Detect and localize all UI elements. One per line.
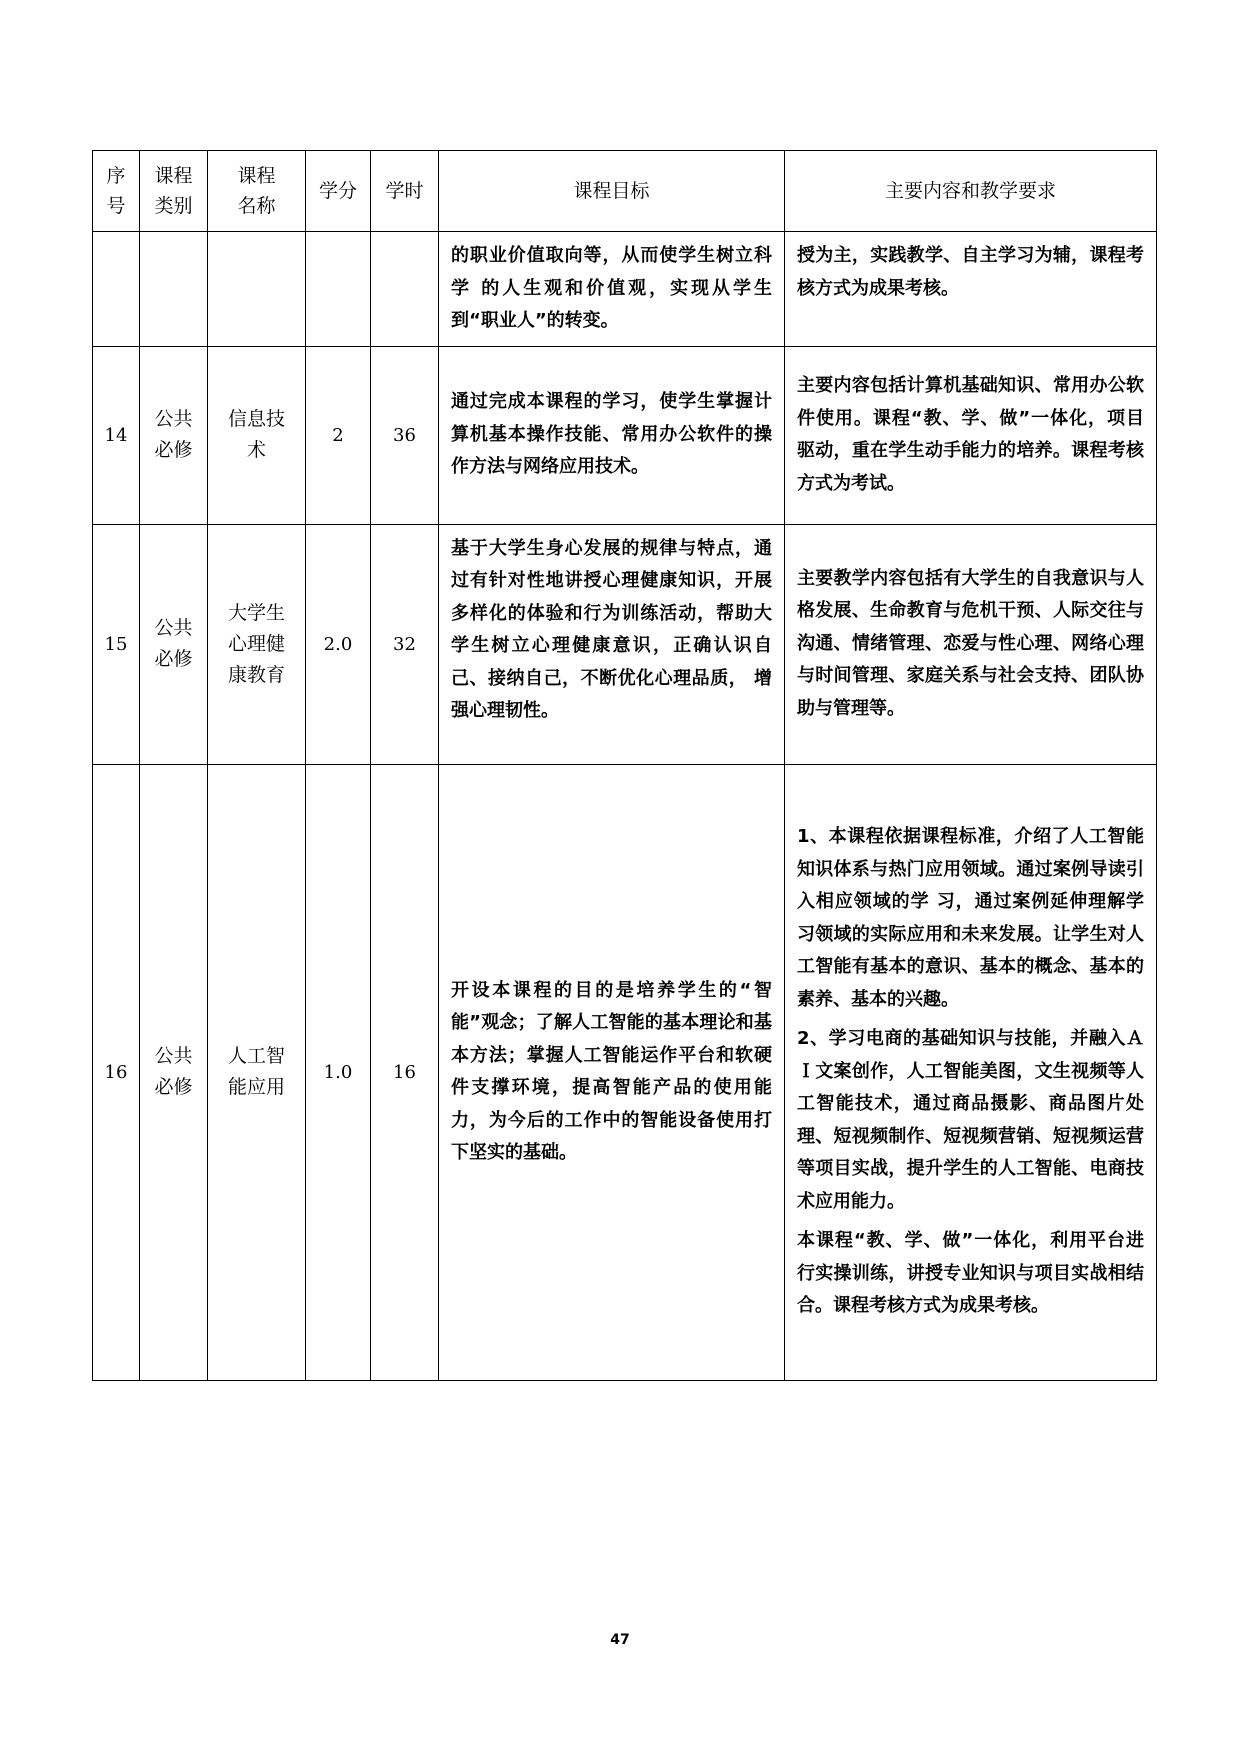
row-category [140, 232, 208, 347]
row-hours: 32 [371, 524, 439, 764]
table-row [93, 232, 1157, 347]
row-name [208, 232, 306, 347]
row-credits: 2 [306, 346, 371, 524]
content-text: 主要内容包括计算机基础知识、常用办公软件使用。课程“教、学、做”一体化，项目驱动，重在学生动手能力的培养。课程考核方式为考试。 [797, 375, 1144, 494]
table-row [93, 346, 1157, 524]
row-hours [371, 232, 439, 347]
row-content [785, 764, 1157, 1380]
table-row [93, 524, 1157, 764]
content-paragraph: 1、本课程依据课程标准，介绍了人工智能知识体系与热门应用领域。通过案例导读引入相应领域的学 习，通过案例延伸理解学习领域的实际应用和未来发展。让学生对人工智能有基本的意识、基本的概念、基本的素养、基本的兴趣。 [797, 826, 1144, 1010]
row-category: 公共必修 [140, 764, 208, 1380]
header-index: 序号 [93, 151, 140, 232]
row-credits [306, 232, 371, 347]
row-index: 15 [93, 524, 140, 764]
page-number: 47 [610, 1632, 630, 1648]
table-row [93, 764, 1157, 1380]
row-credits: 2.0 [306, 524, 371, 764]
row-content [785, 524, 1157, 764]
goal-text: 基于大学生身心发展的规律与特点，通过有针对性地讲授心理健康知识，开展多样化的体验和行为训练活动，帮助大学生树立心理健康意识，正确认识自己、接纳自己，不断优化心理品质， 增强心理韧性。 [451, 537, 772, 721]
row-goal [439, 524, 785, 764]
row-index [93, 232, 140, 347]
header-row [93, 151, 1157, 232]
row-content [785, 232, 1157, 347]
row-category: 公共必修 [140, 346, 208, 524]
header-credits: 学分 [306, 151, 371, 232]
row-category: 公共必修 [140, 524, 208, 764]
content-text: 主要教学内容包括有大学生的自我意识与人格发展、生命教育与危机干预、人际交往与沟通、情绪管理、恋爱与性心理、网络心理与时间管理、家庭关系与社会支持、团队协助与管理等。 [797, 567, 1144, 719]
row-credits: 1.0 [306, 764, 371, 1380]
goal-text: 开设本课程的目的是培养学生的“智能”观念；了解人工智能的基本理论和基本方法；掌握人工智能运作平台和软硬件支撑环境，提高智能产品的使用能力，为今后的工作中的智能设备使用打下坚实的基础。 [451, 979, 772, 1163]
row-goal [439, 764, 785, 1380]
goal-text: 通过完成本课程的学习，使学生掌握计算机基本操作技能、常用办公软件的操作方法与网络应用技术。 [451, 391, 772, 478]
row-content [785, 346, 1157, 524]
row-index: 14 [93, 346, 140, 524]
row-hours: 36 [371, 346, 439, 524]
row-goal [439, 346, 785, 524]
header-content: 主要内容和教学要求 [785, 151, 1157, 232]
header-name: 课程名称 [208, 151, 306, 232]
row-name: 信息技术 [208, 346, 306, 524]
goal-text: 的职业价值取向等，从而使学生树立科学 的人生观和价值观，实现从学生到“职业人”的转变。 [451, 245, 772, 331]
header-goal: 课程目标 [439, 151, 785, 232]
row-name: 人工智能应用 [208, 764, 306, 1380]
header-hours: 学时 [371, 151, 439, 232]
row-name: 大学生心理健康教育 [208, 524, 306, 764]
course-table [92, 150, 1157, 1381]
content-text: 授为主，实践教学、自主学习为辅，课程考核方式为成果考核。 [797, 245, 1144, 299]
row-goal [439, 232, 785, 347]
row-index: 16 [93, 764, 140, 1380]
row-hours: 16 [371, 764, 439, 1380]
header-category: 课程类别 [140, 151, 208, 232]
content-paragraph: 2、学习电商的基础知识与技能，并融入ＡＩ文案创作，人工智能美图，文生视频等人工智能技术，通过商品摄影、商品图片处理、短视频制作、短视频营销、短视频运营等项目实战，提升学生的人工智能、电商技术应用能力。 [797, 1028, 1144, 1212]
content-paragraph: 本课程“教、学、做”一体化，利用平台进行实操训练，讲授专业知识与项目实战相结合。课程考核方式为成果考核。 [797, 1230, 1144, 1317]
